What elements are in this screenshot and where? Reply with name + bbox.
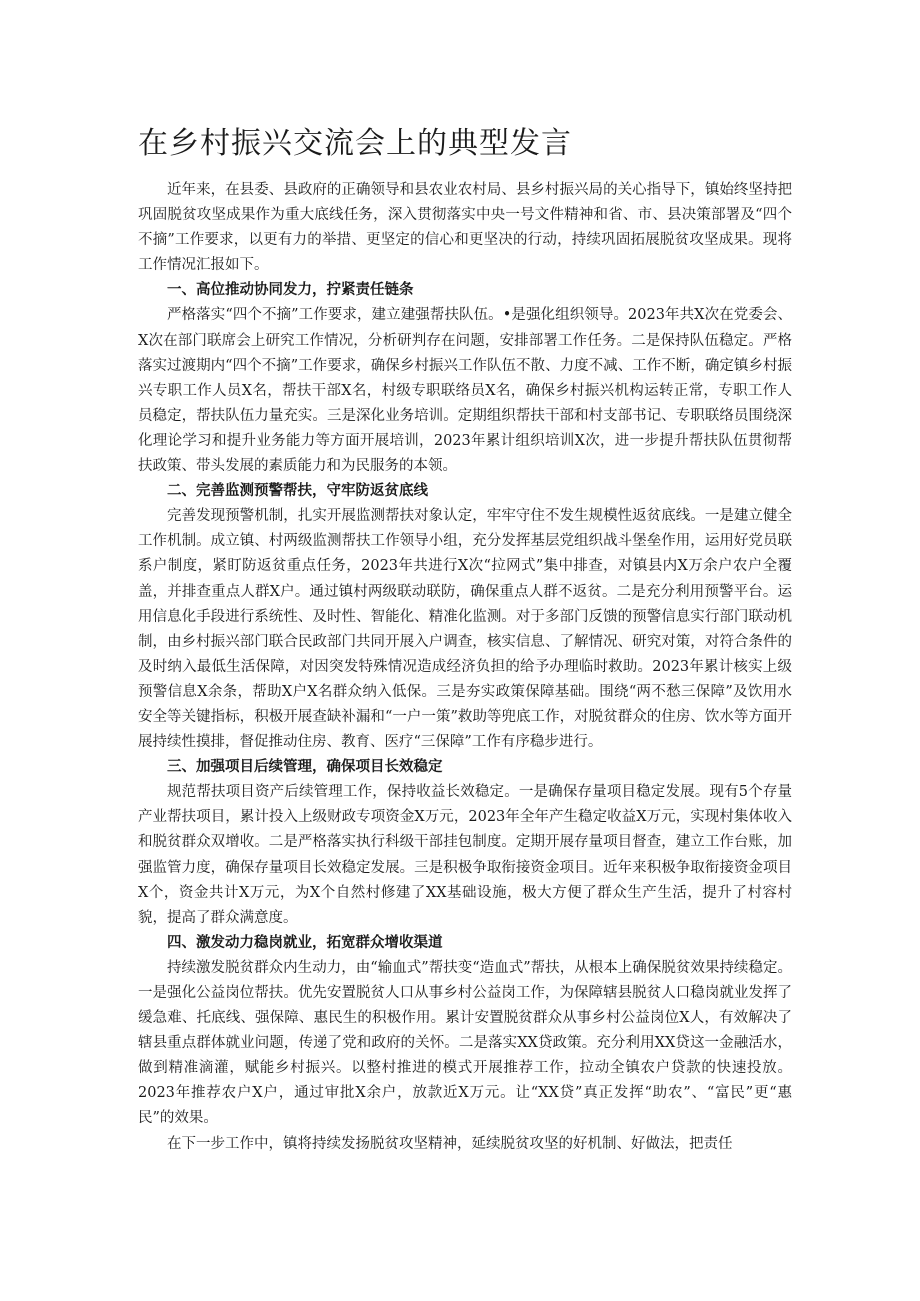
intro-paragraph: 近年来，在县委、县政府的正确领导和县农业农村局、县乡村振兴局的关心指导下，镇始终坚持把巩固脱贫攻坚成果作为重大底线任务，深入贯彻落实中央一号文件精神和省、市、县决策部署及“四个不摘”工作要求，以更有力的举措、更坚定的信心和更坚决的行动，持续巩固拓展脱贫攻坚成果。现将工作情况汇报如下。 [138,182,792,274]
document-body [138,178,792,1157]
section-heading-4: 四、激发动力稳岗就业，拓宽群众增收渠道 [167,934,443,951]
section-paragraph-4: 持续激发脱贫群众内生动力，由“输血式”帮扶变“造血式”帮扶，从根本上确保脱贫效果持续稳定。一是强化公益岗位帮扶。优先安置脱贫人口从事乡村公益岗工作，为保障辖县脱贫人口稳岗就业发挥了缓急难、托底线、强保障、惠民生的积极作用。累计安置脱贫群众从事乡村公益岗位X人，有效解决了辖县重点群体就业问题，传递了党和政府的关怀。二是落实XX贷政策。充分利用XX贷这一金融活水，做到精准滴灌，赋能乡村振兴。以整村推进的模式开展推荐工作，拉动全镇农户贷款的快速投放。2023年推荐农户X户，通过审批X余户，放款近X万元。让“XX贷”真正发挥“助农”、“富民”更“惠民”的效果。 [138,959,792,1127]
section-paragraph-1: 严格落实“四个不摘”工作要求，建立建强帮扶队伍。•是强化组织领导。2023年共X次在党委会、X次在部门联席会上研究工作情况，分析研判存在问题，安排部署工作任务。二是保持队伍稳定。严格落实过渡期内“四个不摘”工作要求，确保乡村振兴工作队伍不散、力度不减、工作不断，确定镇乡村振兴专职工作人员X名，帮扶干部X名，村级专职联络员X名，确保乡村振兴机构运转正常，专职工作人员稳定，帮扶队伍力量充实。三是深化业务培训。定期组织帮扶干部和村支部书记、专职联络员围绕深化理论学习和提升业务能力等方面开展培训，2023年累计组织培训X次，进一步提升帮扶队伍贯彻帮扶政策、带头发展的素质能力和为民服务的本领。 [138,307,792,475]
section-heading-2: 二、完善监测预警帮扶，守牢防返贫底线 [167,483,428,500]
closing-paragraph: 在下一步工作中，镇将持续发扬脱贫攻坚精神，延续脱贫攻坚的好机制、好做法，把责任 [167,1135,733,1152]
section-paragraph-3: 规范帮扶项目资产后续管理工作，保持收益长效稳定。一是确保存量项目稳定发展。现有5个存量产业帮扶项目，累计投入上级财政专项资金X万元，2023年全年产生稳定收益X万元，实现村集体收入和脱贫群众双增收。二是严格落实执行科级干部挂包制度。定期开展存量项目督查，建立工作台账，加强监管力度，确保存量项目长效稳定发展。三是积极争取衔接资金项目。近年来积极争取衔接资金项目X个，资金共计X万元，为X个自然村修建了XX基础设施，极大方便了群众生产生活，提升了村容村貌，提高了群众满意度。 [138,784,792,926]
section-heading-1: 一、高位推动协同发力，拧紧责任链条 [167,282,414,299]
document-title: 在乡村振兴交流会上的典型发言 [138,126,572,161]
section-heading-3: 三、加强项目后续管理，确保项目长效稳定 [167,759,443,776]
section-paragraph-2: 完善发现预警机制，扎实开展监测帮扶对象认定，牢牢守住不发生规模性返贫底线。一是建立健全工作机制。成立镇、村两级监测帮扶工作领导小组，充分发挥基层党组织战斗堡垒作用，运用好党员联系户制度，紧盯防返贫重点任务，2023年共进行X次“拉网式”集中排查，对镇县内X万余户农户全覆盖，并排查重点人群X户。通过镇村两级联动联防，确保重点人群不返贫。二是充分利用预警平台。运用信息化手段进行系统性、及时性、智能化、精准化监测。对于多部门反馈的预警信息实行部门联动机制，由乡村振兴部门联合民政部门共同开展入户调查，核实信息、了解情况、研究对策，对符合条件的及时纳入最低生活保障，对因突发特殊情况造成经济负担的给予办理临时救助。2023年累计核实上级预警信息X余条，帮助X户X名群众纳入低保。三是夯实政策保障基础。围绕“两不愁三保障”及饮用水安全等关键指标，积极开展查缺补漏和“一户一策”救助等兜底工作，对脱贫群众的住房、饮水等方面开展持续性摸排，督促推动住房、教育、医疗“三保障”工作有序稳步进行。 [138,508,792,751]
